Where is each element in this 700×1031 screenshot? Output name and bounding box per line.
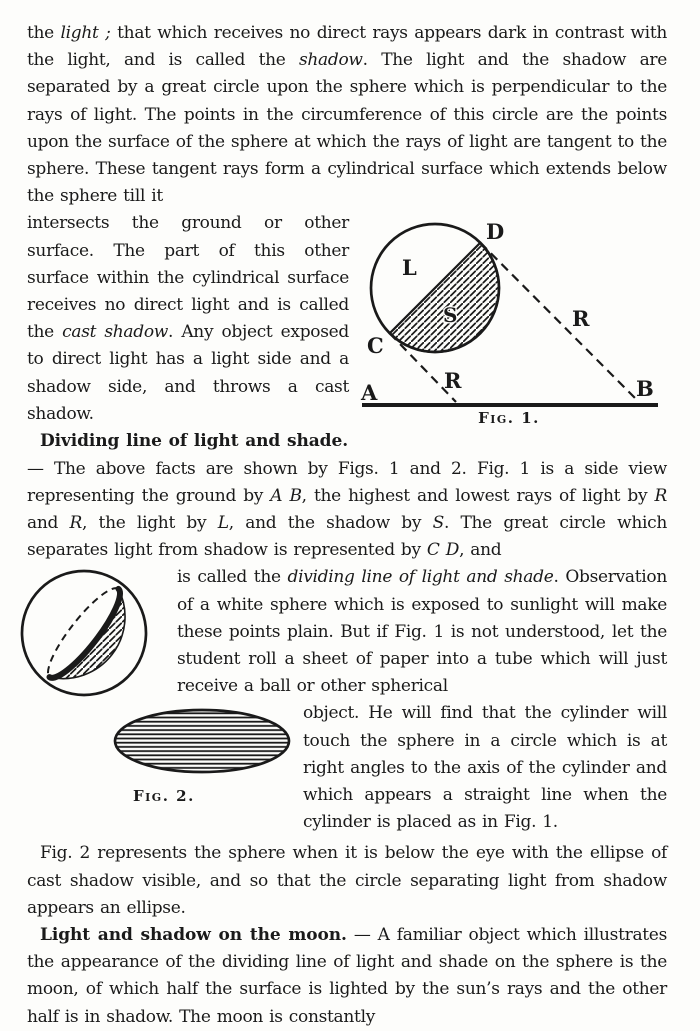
paragraph-fig2-wrap-lower: object. He will find that the cylinder will touch the sphere in a circle which is at right angles to the axis of the cylinder and which appears a straight line when the cylinder is placed as in Fig. 1. [303, 703, 667, 833]
fig1-label-b: B [636, 376, 654, 402]
fig1-label-r-upper: R [572, 306, 590, 332]
fig2-wrap-upper-section [27, 564, 667, 700]
fig1-label-l: L [402, 255, 417, 281]
fig2-cast-shadow-ellipse [115, 710, 289, 772]
fig2-wrap-lower-section [27, 700, 667, 836]
fig1-label-a: A [361, 380, 378, 406]
fig2-caption: Fig. 2. [133, 787, 195, 806]
fig1-side-view-diagram [359, 212, 664, 408]
paragraph-fig2-wrap-upper: is called the dividing line of light and shade. Observation of a white sphere which is exposed to sunlight will make these points plain. But if Fig. 1 is not understood, let the student roll a sheet of paper into a tube which will just receive a ball or other spherical [177, 567, 667, 697]
heading-dividing-line: Dividing line of light and shade. [40, 431, 349, 452]
paragraph-intro-continued: the light ; that which receives no direct rays appears dark in contrast with the light, and is called the shadow. The light and the shadow are separated by a great circle upon the sphere which is perpendicular to the rays of light. The points in the circumference of this circle are the points upon the surface of the sphere at which the rays of light are tangent to the sphere. These tangent rays form a cylindrical surface which extends below the sphere till it [27, 23, 667, 207]
figure-2-sphere [27, 564, 177, 704]
fig1-label-r-lower: R [444, 368, 462, 394]
fig1-label-d: D [486, 219, 505, 245]
paragraph-light-shadow-moon: Light and shadow on the moon. — A familiar object which illustrates the appearance of the dividing line of light and shade on the sphere is the moon, of which half the surface is lighted by the sun’s rays and the other half is in shadow. The moon is constantly [27, 925, 667, 1027]
fig1-wrap-section [27, 210, 667, 428]
fig1-label-s: S [443, 303, 458, 328]
fig1-label-c: C [367, 333, 384, 359]
paragraph-fig1-wrap: intersects the ground or other surface. The part of this other surface within the cylindrical surface receives no direct light and is called the cast shadow. Any object exposed to direct light has a light side and a shadow side, and throws a cast shadow. [27, 213, 349, 424]
fig2-cast-shadow-diagram [112, 707, 292, 775]
fig2-sphere-diagram [18, 564, 150, 704]
fig2-sphere-outline [22, 571, 146, 695]
paragraph-fig2-description: Fig. 2 represents the sphere when it is below the eye with the ellipse of cast shadow visible, and so that the circle separating light from shadow appears an ellipse. [27, 843, 667, 918]
figure-1 [359, 212, 667, 428]
fig1-ray-upper [480, 243, 638, 401]
paragraph-dividing-line: — The above facts are shown by Figs. 1 and 2. Fig. 1 is a side view representing the ground by A B, the highest and lowest rays of light by R and R, the light by L, and the shadow by S. The great circle which separates light from shadow is represented by C D, and [27, 458, 667, 561]
fig1-caption: Fig. 1. [478, 409, 540, 428]
figure-2-shadow-ellipse [27, 704, 303, 840]
fig2-shadow-region [50, 589, 126, 679]
